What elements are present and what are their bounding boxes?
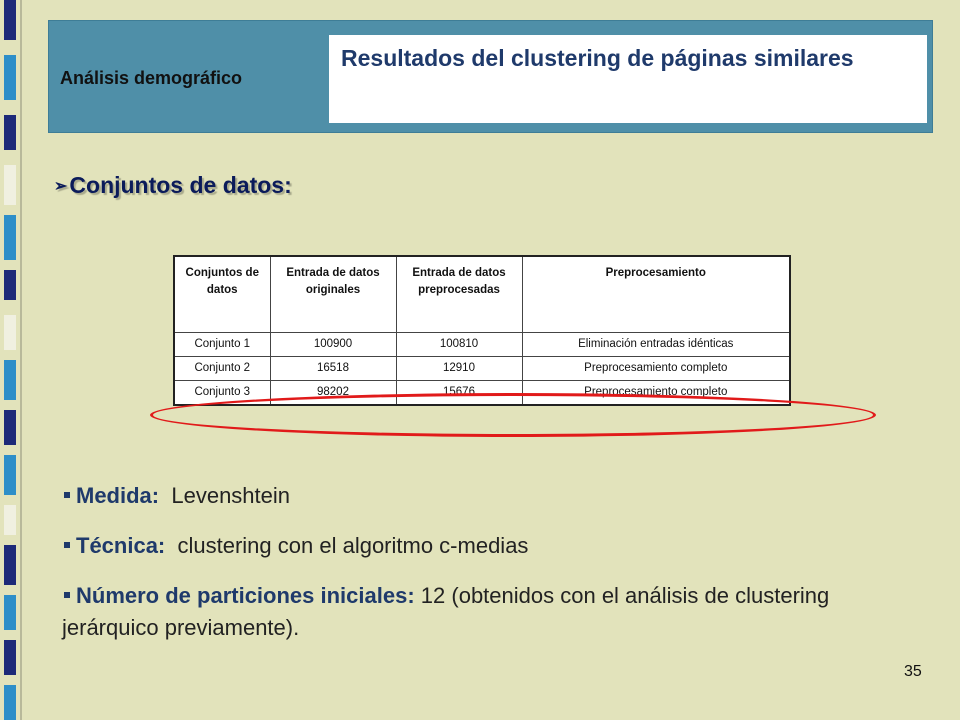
decorative-strip	[0, 0, 22, 720]
section-heading	[54, 172, 292, 199]
table-header-row	[174, 256, 790, 332]
title-box	[329, 35, 927, 123]
table-row	[174, 380, 790, 405]
table-cell: 12910	[396, 356, 522, 380]
column-header: Preprocesamiento	[522, 256, 790, 332]
column-header: Conjuntos de datos	[174, 256, 270, 332]
list-item	[62, 580, 882, 644]
slide-header	[48, 20, 933, 133]
table-cell: 100900	[270, 332, 396, 356]
table-cell: Eliminación entradas idénticas	[522, 332, 790, 356]
table-cell: 98202	[270, 380, 396, 405]
bullet-text: clustering con el algoritmo c-medias	[177, 533, 529, 558]
column-header: Entrada de datos preprocesadas	[396, 256, 522, 332]
list-item	[62, 530, 882, 562]
bullet-label: Número de particiones iniciales:	[76, 583, 415, 608]
table-row	[174, 356, 790, 380]
table-cell: Conjunto 1	[174, 332, 270, 356]
square-bullet-icon	[64, 592, 70, 598]
table-cell: Conjunto 3	[174, 380, 270, 405]
section-label: Análisis demográfico	[60, 68, 243, 88]
table-cell: 100810	[396, 332, 522, 356]
arrow-bullet-icon: ➢	[54, 178, 68, 195]
bullet-text: Levenshtein	[171, 483, 291, 508]
table-row	[174, 332, 790, 356]
column-header: Entrada de datos originales	[270, 256, 396, 332]
bullet-text: 12 (obtenidos con el análisis de clustering jerárquico previamente).	[62, 583, 830, 640]
table-cell: Preprocesamiento completo	[522, 380, 790, 405]
table-cell: Preprocesamiento completo	[522, 356, 790, 380]
bullet-label: Medida:	[76, 483, 160, 508]
square-bullet-icon	[64, 492, 70, 498]
slide-title: Resultados del clustering de páginas similares	[341, 45, 854, 71]
table-cell: 15676	[396, 380, 522, 405]
page-number: 35	[904, 663, 922, 680]
datasets-table	[173, 255, 791, 406]
square-bullet-icon	[64, 542, 70, 548]
table-cell: 16518	[270, 356, 396, 380]
list-item	[62, 480, 882, 512]
table-cell: Conjunto 2	[174, 356, 270, 380]
bullet-list	[62, 480, 882, 662]
section-heading-text: Conjuntos de datos:	[69, 172, 292, 198]
bullet-label: Técnica:	[76, 533, 166, 558]
